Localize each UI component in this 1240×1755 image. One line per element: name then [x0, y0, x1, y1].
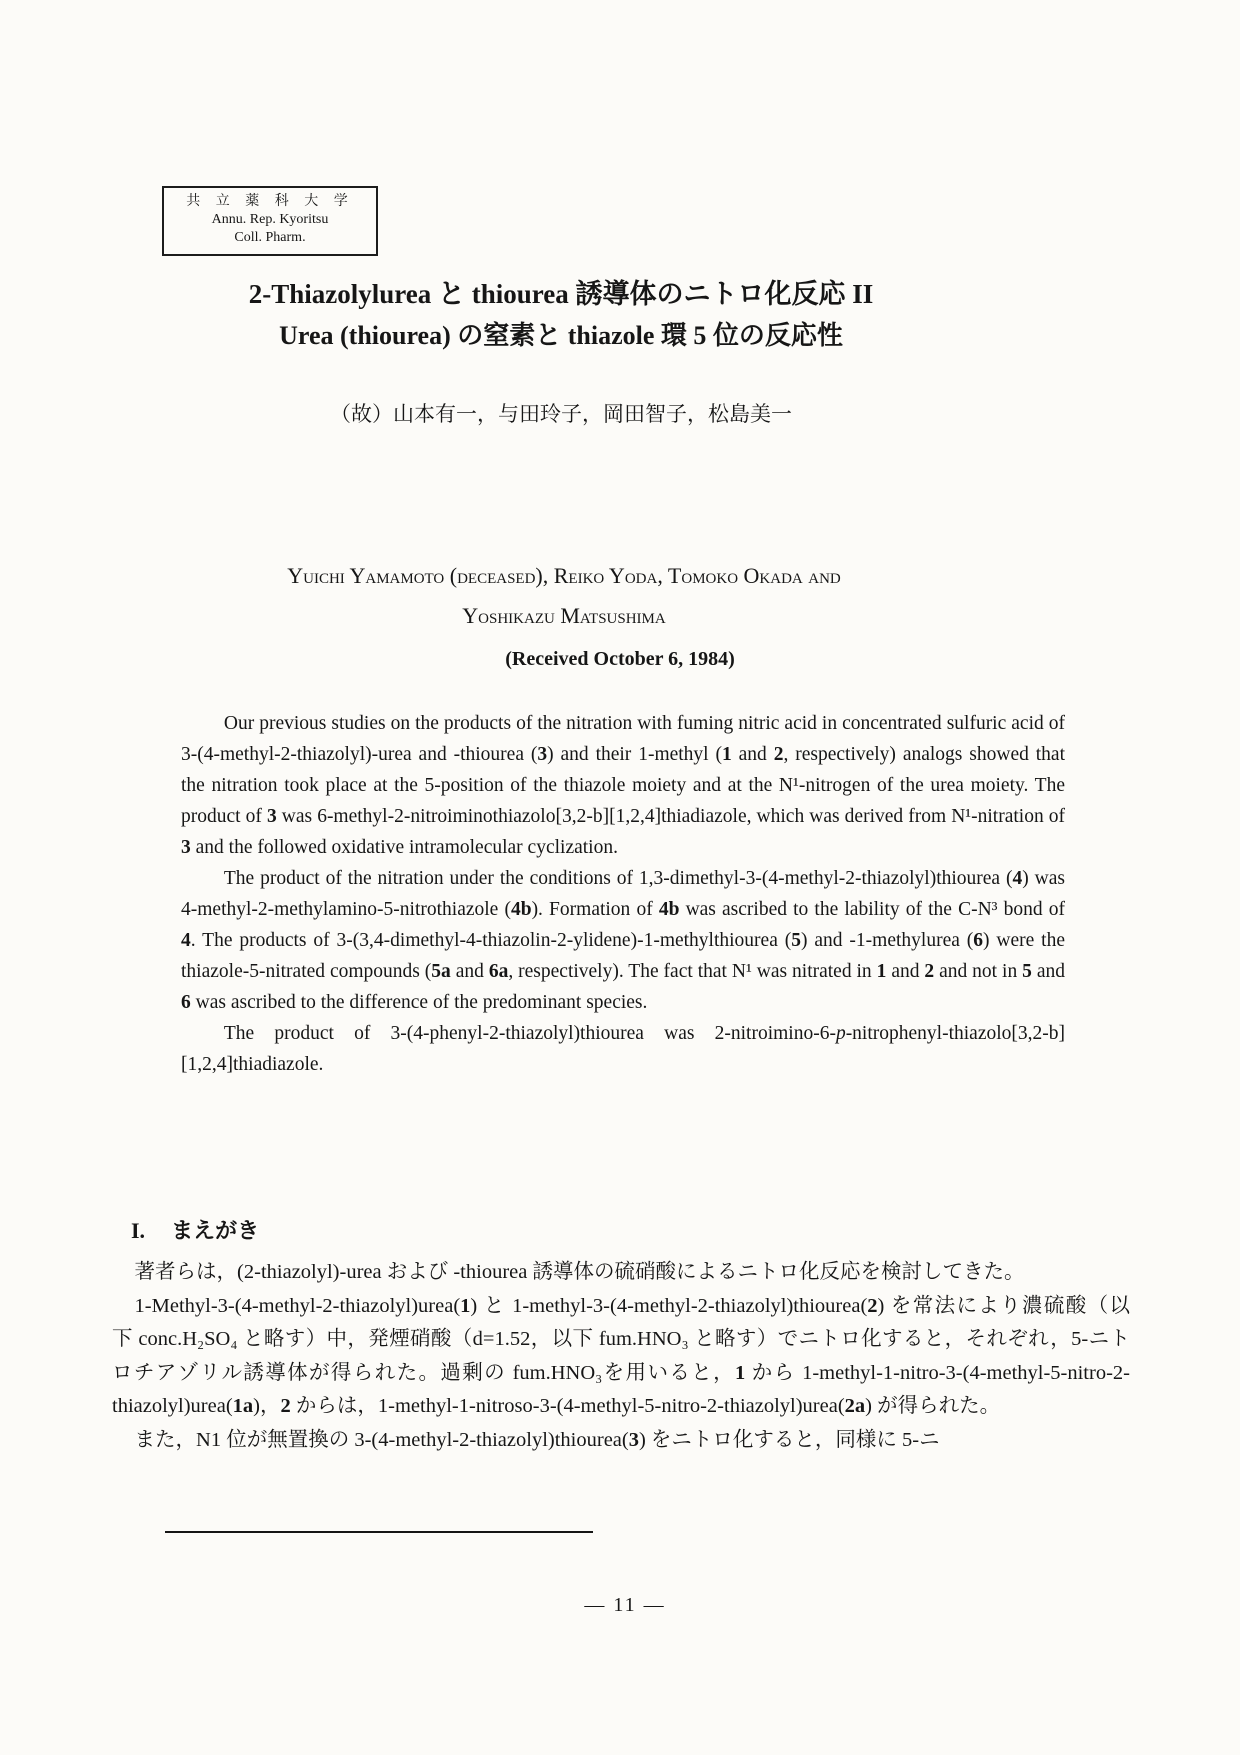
- authors-english: [0, 556, 1128, 636]
- authors-japanese: （故）山本有一，与田玲子，岡田智子，松島美一: [330, 402, 792, 426]
- section-1-heading: [131, 1214, 259, 1245]
- article-title: [0, 276, 1122, 354]
- stamp-line-college: Coll. Pharm.: [234, 230, 306, 246]
- abstract-paragraph-1: Our previous studies on the products of the nitration with fuming nitric acid in concentrated sulfuric acid of 3-(4-methyl-2-thiazolyl)-urea and -thiourea (3) and their 1-methyl (1 and 2, respectively) analogs showed that the nitration took place at the 5-position of the thiazole moiety and at the N¹-nitrogen of the urea moiety. The product of 3 was 6-methyl-2-nitroiminothiazolo[3,2-b][1,2,4]thiadiazole, which was derived from N¹-nitration of 3 and the followed oxidative intramolecular cyclization.: [181, 713, 1066, 858]
- body-paragraph-2: 1-Methyl-3-(4-methyl-2-thiazolyl)urea(1) と 1-methyl-3-(4-methyl-2-thiazolyl)thiourea(2) を常法により濃硫酸（以下 conc.H₂SO₄ と略す）中，発煙硝酸（d=1.52，以下 fum.HNO₃ と略す）でニトロ化すると，それぞれ，5-ニトロチアゾリル誘導体が得られた。過剰の fum.HNO₃を用いると，1 から 1-methyl-1-nitro-3-(4-methyl-5-nitro-2-thiazolyl)urea(1a)，2 からは，1-methyl-1-nitroso-3-(4-methyl-5-nitro-2-thiazolyl)urea(2a) が得られた。: [112, 1294, 1130, 1417]
- section-1-title: まえがき: [171, 1218, 260, 1243]
- page-number: — 11 —: [584, 1594, 666, 1616]
- library-stamp: [162, 186, 378, 256]
- abstract: [181, 708, 1065, 1080]
- abstract-paragraph-2: The product of the nitration under the conditions of 1,3-dimethyl-3-(4-methyl-2-thiazolyl)thiourea (4) was 4-methyl-2-methylamino-5-nitrothiazole (4b). Formation of 4b was ascribed to the lability of the C-N³ bond of 4. The products of 3-(3,4-dimethyl-4-thiazolin-2-ylidene)-1-methylthiourea (5) and -1-methylurea (6) were the thiazole-5-nitrated compounds (5a and 6a, respectively). The fact that N¹ was nitrated in 1 and 2 and not in 5 and 6 was ascribed to the difference of the predominant species.: [181, 868, 1066, 1013]
- stamp-line-report: Annu. Rep. Kyoritsu: [211, 212, 329, 228]
- article-title-line1: 2-Thiazolylurea と thiourea 誘導体のニトロ化反応 II: [248, 279, 874, 309]
- abstract-paragraph-3: The product of 3-(4-phenyl-2-thiazolyl)thiourea was 2-nitroimino-6-p-nitrophenyl-thiazolo[3,2-b][1,2,4]thiadiazole.: [181, 1023, 1065, 1075]
- stamp-line-japanese: 共 立 薬 科 大 学: [186, 194, 354, 209]
- article-title-line2: Urea (thiourea) の窒素と thiazole 環 5 位の反応性: [279, 321, 843, 350]
- authors-english-line1: Yuichi Yamamoto (deceased), Reiko Yoda, Tomoko Okada and: [287, 563, 841, 588]
- received-date: (Received October 6, 1984): [505, 648, 735, 670]
- body-paragraph-3: また，N1 位が無置換の 3-(4-methyl-2-thiazolyl)thiourea(3) をニトロ化すると，同様に 5-ニ: [134, 1428, 940, 1451]
- authors-english-line2: Yoshikazu Matsushima: [462, 603, 666, 628]
- section-1-body: [112, 1256, 1130, 1457]
- body-paragraph-1: 著者らは，(2-thiazolyl)-urea および -thiourea 誘導体の硫硝酸によるニトロ化反応を検討してきた。: [134, 1261, 1025, 1283]
- section-1-number: I.: [131, 1218, 146, 1243]
- footnote-separator-rule: [165, 1531, 593, 1533]
